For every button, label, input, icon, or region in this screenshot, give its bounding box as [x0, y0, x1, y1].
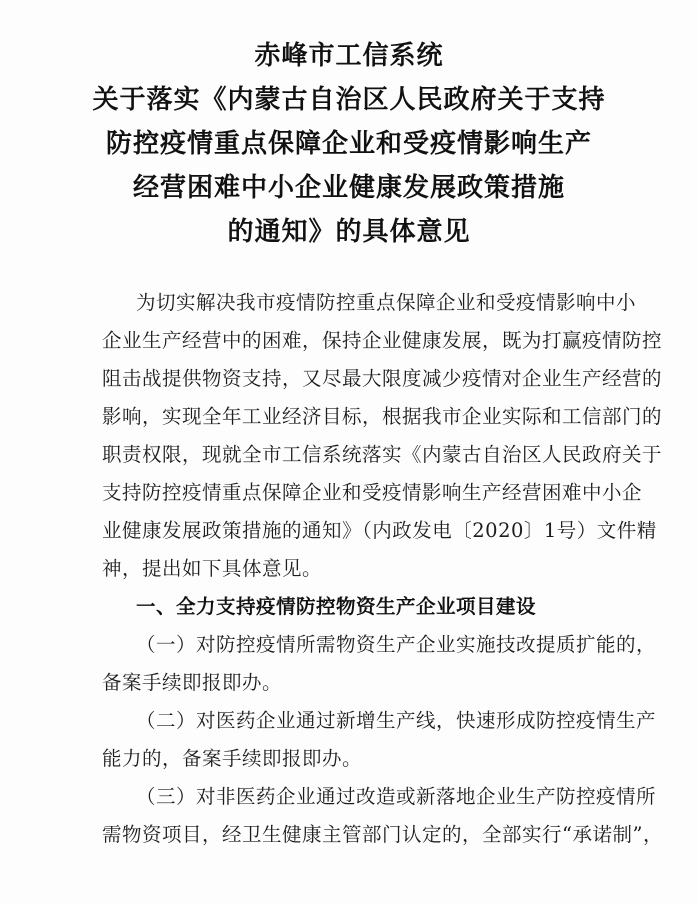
- item-3-line: 需物资项目，经卫生健康主管部门认定的，全部实行“承诺制”，: [102, 823, 663, 846]
- section-heading: 一、全力支持疫情防控物资生产企业项目建设: [136, 595, 537, 618]
- intro-paragraph-line: 神，提出如下具体意见。: [102, 557, 323, 580]
- item-1-line: 备案手续即报即办。: [102, 671, 283, 694]
- item-2-line: （二）对医药企业通过新增生产线，快速形成防控疫情生产: [136, 709, 657, 732]
- intro-paragraph-line: 影响，实现全年工业经济目标，根据我市企业实际和工信部门的: [102, 405, 663, 428]
- intro-paragraph-line: 企业生产经营中的困难，保持企业健康发展，既为打赢疫情防控: [102, 329, 663, 352]
- intro-paragraph-line: 支持防控疫情重点保障企业和受疫情影响生产经营困难中小企: [102, 481, 643, 504]
- document-title-line-2: 关于落实《内蒙古自治区人民政府关于支持: [92, 85, 606, 115]
- document-title-line-5: 的通知》的具体意见: [227, 217, 471, 247]
- intro-paragraph-line: 阻击战提供物资支持，又尽最大限度减少疫情对企业生产经营的: [102, 367, 663, 390]
- item-3-line: （三）对非医药企业通过改造或新落地企业生产防控疫情所: [136, 785, 657, 808]
- intro-paragraph-line: 业健康发展政策措施的通知》（内政发电〔2020〕1号）文件精: [102, 519, 657, 542]
- document-title-line-1: 赤峰市工信系统: [254, 41, 444, 71]
- document-title-line-3: 防控疫情重点保障企业和受疫情影响生产: [105, 129, 592, 159]
- intro-paragraph-line: 为切实解决我市疫情防控重点保障企业和受疫情影响中小: [136, 291, 637, 314]
- document-title-line-4: 经营困难中小企业健康发展政策措施: [132, 173, 565, 203]
- intro-paragraph-line: 职责权限，现就全市工信系统落实《内蒙古自治区人民政府关于: [102, 443, 663, 466]
- item-2-line: 能力的，备案手续即报即办。: [102, 747, 363, 770]
- item-1-line: （一）对防控疫情所需物资生产企业实施技改提质扩能的，: [136, 633, 657, 656]
